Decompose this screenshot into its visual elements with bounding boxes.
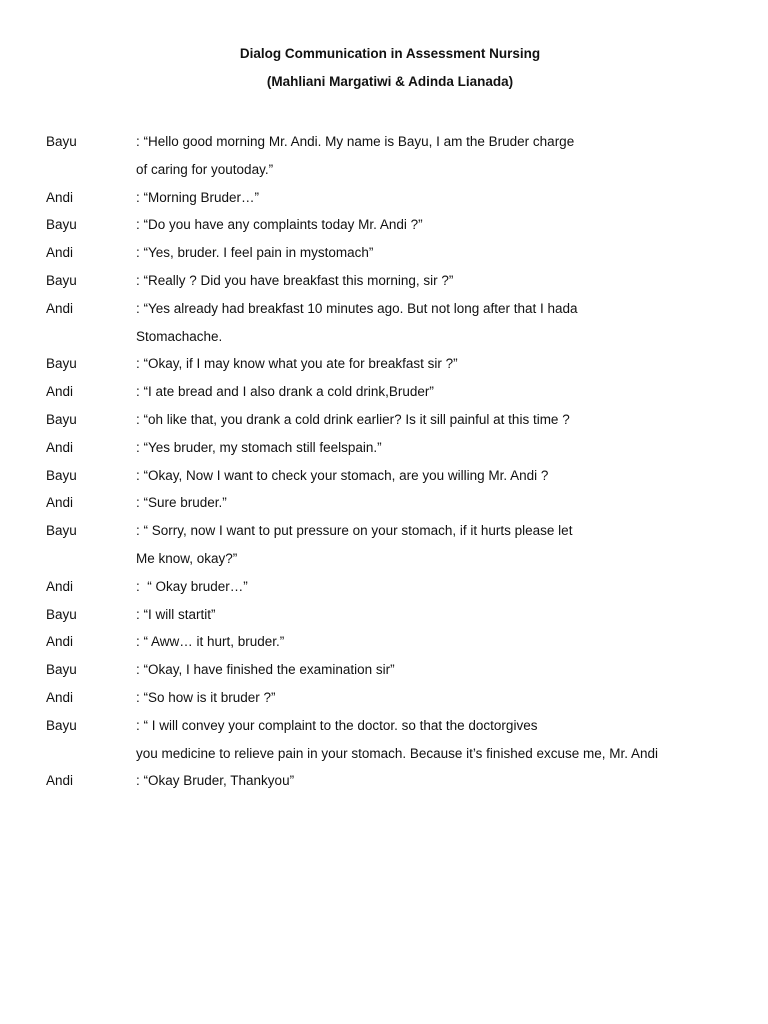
dialog-line [0,156,768,184]
dialog-line [0,239,768,267]
dialog-text: : “Do you have any complaints today Mr. Andi ?” [136,217,423,233]
dialog-text: : “Hello good morning Mr. Andi. My name is Bayu, I am the Bruder charge [136,134,575,149]
dialog-text: : “Okay, I have finished the examination sir” [136,662,395,678]
dialog-line [0,684,768,712]
dialog-text: : “Really ? Did you have breakfast this morning, sir ?” [136,272,454,288]
dialog-line [0,601,768,629]
dialog-line [0,740,768,768]
speaker-name: Bayu [46,523,77,539]
dialog-line [0,628,768,656]
dialog-text: : “ Aww… it hurt, bruder.” [136,634,285,650]
dialog-line [0,323,768,351]
dialog-text: : “I ate bread and I also drank a cold drink,Bruder” [136,384,434,400]
dialog-text: : “So how is it bruder ?” [136,689,276,705]
speaker-name: Andi [46,495,74,511]
dialog-text: : “I will startit” [136,606,216,622]
speaker-name: Bayu [46,411,77,427]
dialog-text: of caring for youtoday.” [136,161,274,177]
title-block [12,45,768,91]
dialog-text: : “oh like that, you drank a cold drink earlier? Is it sill painful at this time ? [136,411,570,427]
dialog-line [0,517,768,545]
speaker-name: Bayu [46,606,77,622]
dialog-text: : “ Sorry, now I want to put pressure on your stomach, if it hurts please let [136,523,573,539]
speaker-name: Bayu [46,356,77,372]
dialog-text: : “Okay, Now I want to check your stomach, are you willing Mr. Andi ? [136,467,549,483]
dialog-line [0,656,768,684]
dialog-text: : “Yes, bruder. I feel pain in mystomach” [136,245,374,261]
dialog-line [0,295,768,323]
dialog-text: : “Okay, if I may know what you ate for breakfast sir ?” [136,356,458,372]
dialog-line [0,462,768,490]
speaker-name: Andi [46,300,74,316]
speaker-name: Andi [46,578,74,594]
dialog-line [0,128,768,156]
dialog-text: : “ Okay bruder…” [136,578,248,594]
dialog-line [0,350,768,378]
dialog-text: Me know, okay?” [136,550,238,566]
speaker-name: Bayu [46,662,77,678]
speaker-name: Bayu [46,717,77,733]
dialog-line [0,767,768,795]
dialog-text: : “Sure bruder.” [136,495,227,511]
dialog-line [0,573,768,601]
speaker-name: Andi [46,384,74,400]
dialog-text: Stomachache. [136,328,223,344]
document-subtitle: (Mahliani Margatiwi & Adinda Lianada) [266,74,514,89]
speaker-name: Andi [46,245,74,261]
speaker-name: Andi [46,689,74,705]
dialog-line [0,406,768,434]
dialog-text: : “Yes already had breakfast 10 minutes ago. But not long after that I hada [136,300,578,316]
dialog-text: : “Yes bruder, my stomach still feelspain.” [136,439,382,455]
speaker-name: Andi [46,439,74,455]
speaker-name: Bayu [46,134,77,149]
dialog-line [0,712,768,740]
dialog-line [0,434,768,462]
dialog-line [0,267,768,295]
dialog-line [0,211,768,239]
dialog-line [0,378,768,406]
dialog-line [0,545,768,573]
speaker-name: Andi [46,189,74,205]
speaker-name: Andi [46,634,74,650]
speaker-name: Andi [46,773,74,789]
speaker-name: Bayu [46,467,77,483]
dialog-text: : “Morning Bruder…” [136,189,260,205]
document-title: Dialog Communication in Assessment Nursing [239,46,541,61]
speaker-name: Bayu [46,272,77,288]
dialog-list [0,128,768,795]
dialog-text: : “ I will convey your complaint to the doctor. so that the doctorgives [136,717,538,733]
speaker-name: Bayu [46,217,77,233]
dialog-line [0,184,768,212]
dialog-text: you medicine to relieve pain in your stomach. Because it’s finished excuse me, Mr. Andi [136,745,659,761]
dialog-line [0,489,768,517]
dialog-text: : “Okay Bruder, Thankyou” [136,773,295,789]
